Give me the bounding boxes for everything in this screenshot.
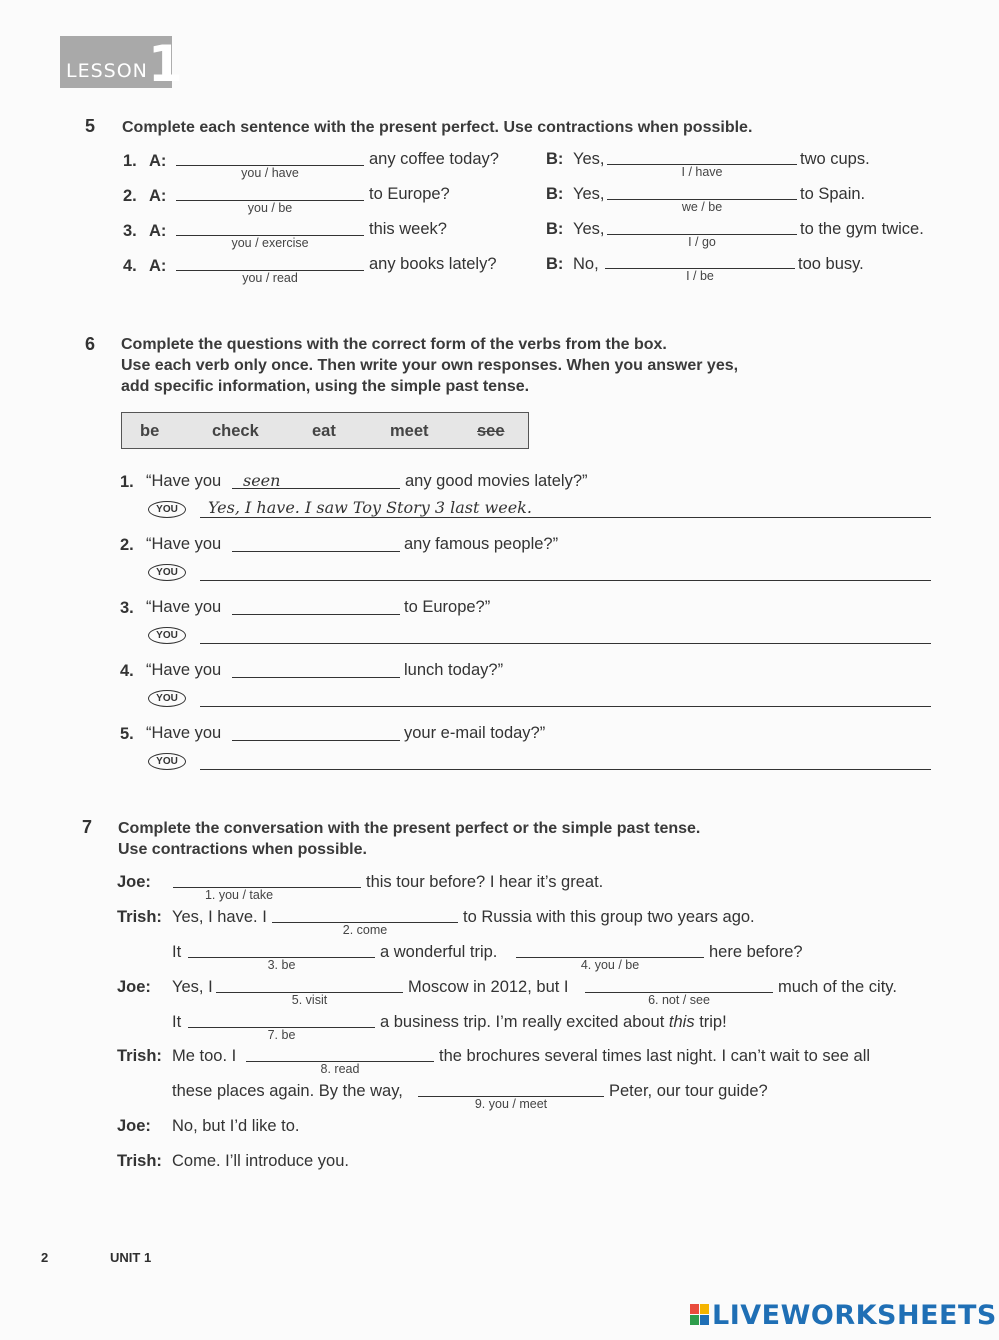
ex6-r1-response: Yes, I have. I saw Toy Story 3 last week. <box>208 498 532 517</box>
ex5-speaker-b: B: <box>546 255 564 273</box>
ex5-2b-end: to Spain. <box>800 185 866 203</box>
ex5-item-number: 1. <box>123 152 137 170</box>
liveworksheets-logo[interactable] <box>690 1298 997 1332</box>
page-number: 2 <box>41 1250 49 1265</box>
unit-label: UNIT 1 <box>110 1250 152 1265</box>
ex6-item-number: 5. <box>120 725 134 743</box>
lesson-word: LESSON <box>66 60 148 82</box>
lesson-number: 1 <box>148 35 183 93</box>
ex7-l5-mid <box>380 1013 727 1032</box>
ex6-q1-start: “Have you <box>146 472 222 490</box>
ex7-l7-end: Peter, our tour guide? <box>609 1082 768 1100</box>
ex5-1b-start: Yes, <box>573 150 605 168</box>
you-bubble: YOU <box>148 564 186 581</box>
speaker-trish: Trish: <box>117 908 162 926</box>
ex5-3a-end: this week? <box>369 220 447 238</box>
word-see-crossed: see <box>477 422 505 440</box>
ex7-hint-4: 4. you / be <box>580 958 640 972</box>
ex6-item-number: 3. <box>120 599 134 617</box>
ex5-speaker-b: B: <box>546 185 564 203</box>
ex5-2a-hint: you / be <box>247 201 293 215</box>
ex6-q2-start: “Have you <box>146 535 222 553</box>
speaker-joe: Joe: <box>117 1117 151 1135</box>
ex5-1a-end: any coffee today? <box>369 150 499 168</box>
ex5-4a-end: any books lately? <box>369 255 497 273</box>
ex7-l6-start: Me too. I <box>172 1047 237 1065</box>
ex7-hint-6: 6. not / see <box>648 993 710 1007</box>
ex6-q2-end: any famous people?” <box>404 535 559 553</box>
exercise-5-instruction: Complete each sentence with the present perfect. Use contractions when possible. <box>122 119 753 136</box>
exercise-5-number: 5 <box>85 116 96 136</box>
exercise-6-instruction-3: add specific information, using the simple past tense. <box>121 378 530 395</box>
ex7-l9-text: Come. I’ll introduce you. <box>172 1152 349 1170</box>
ex6-r5-line[interactable] <box>200 769 931 770</box>
ex6-r3-line[interactable] <box>200 643 931 644</box>
ex5-speaker-b: B: <box>546 220 564 238</box>
ex5-item-number: 4. <box>123 257 137 275</box>
ex6-item-number: 1. <box>120 473 134 491</box>
ex5-3b-end: to the gym twice. <box>800 220 924 238</box>
ex6-q2-blank[interactable] <box>232 551 400 552</box>
ex6-r4-line[interactable] <box>200 706 931 707</box>
you-bubble: YOU <box>148 501 186 518</box>
ex6-q3-end: to Europe?” <box>404 598 491 616</box>
ex6-q4-end: lunch today?” <box>404 661 504 679</box>
ex7-hint-7: 7. be <box>267 1028 296 1042</box>
ex7-hint-2: 2. come <box>342 923 388 937</box>
ex7-l5-end: trip! <box>699 1013 727 1031</box>
ex5-2a-end: to Europe? <box>369 185 450 203</box>
ex5-3a-hint: you / exercise <box>231 236 309 250</box>
ex5-3b-start: Yes, <box>573 220 605 238</box>
ex7-l2-end: to Russia with this group two years ago. <box>463 908 755 926</box>
ex5-1b-hint: I / have <box>681 165 723 179</box>
ex6-item-number: 4. <box>120 662 134 680</box>
ex5-item-number: 2. <box>123 187 137 205</box>
ex5-speaker-a: A: <box>149 187 167 205</box>
ex7-l2-start: Yes, I have. I <box>172 908 267 926</box>
ex7-l3-mid: a wonderful trip. <box>380 943 498 961</box>
ex5-speaker-a: A: <box>149 152 167 170</box>
ex5-4a-hint: you / read <box>242 271 298 285</box>
ex7-l4-start: Yes, I <box>172 978 213 996</box>
ex5-item-number: 3. <box>123 222 137 240</box>
word-meet: meet <box>390 422 429 440</box>
ex6-q5-end: your e-mail today?” <box>404 724 546 742</box>
ex5-2b-hint: we / be <box>681 200 723 214</box>
ex6-q4-start: “Have you <box>146 661 222 679</box>
ex6-q3-blank[interactable] <box>232 614 400 615</box>
ex6-q3-start: “Have you <box>146 598 222 616</box>
you-bubble: YOU <box>148 627 186 644</box>
ex7-l6-end: the brochures several times last night. I can’t wait to see all <box>439 1047 871 1065</box>
ex6-r1-line[interactable] <box>200 517 931 518</box>
speaker-trish: Trish: <box>117 1152 162 1170</box>
you-bubble: YOU <box>148 753 186 770</box>
ex6-r2-line[interactable] <box>200 580 931 581</box>
liveworksheets-grid-icon <box>690 1304 710 1326</box>
ex7-l1-end: this tour before? I hear it’s great. <box>366 873 604 891</box>
speaker-joe: Joe: <box>117 978 151 996</box>
ex6-q5-blank[interactable] <box>232 740 400 741</box>
word-eat: eat <box>312 422 336 440</box>
ex5-speaker-b: B: <box>546 150 564 168</box>
exercise-7-instruction-1: Complete the conversation with the present perfect or the simple past tense. <box>118 820 701 837</box>
speaker-trish: Trish: <box>117 1047 162 1065</box>
ex7-l4-mid: Moscow in 2012, but I <box>408 978 569 996</box>
ex7-l8-text: No, but I’d like to. <box>172 1117 300 1135</box>
ex5-1a-hint: you / have <box>241 166 299 180</box>
exercise-7-instruction-2: Use contractions when possible. <box>118 841 367 858</box>
ex5-4b-start: No, <box>573 255 599 273</box>
ex7-l3-start: It <box>172 943 182 961</box>
liveworksheets-wordmark: LIVEWORKSHEETS <box>712 1300 997 1331</box>
ex6-q5-start: “Have you <box>146 724 222 742</box>
ex5-1b-end: two cups. <box>800 150 870 168</box>
ex7-l3-end: here before? <box>709 943 803 961</box>
ex5-2b-start: Yes, <box>573 185 605 203</box>
speaker-joe: Joe: <box>117 873 151 891</box>
you-bubble: YOU <box>148 690 186 707</box>
ex5-3b-hint: I / go <box>688 235 716 249</box>
exercise-7-number: 7 <box>82 817 93 837</box>
ex6-q1-end: any good movies lately?” <box>405 472 588 490</box>
ex7-l7-start: these places again. By the way, <box>172 1082 403 1100</box>
ex7-l5-start: It <box>172 1013 182 1031</box>
word-box <box>121 412 529 449</box>
exercise-6-number: 6 <box>85 334 96 354</box>
ex7-hint-8: 8. read <box>320 1062 360 1076</box>
lesson-header <box>60 35 183 93</box>
ex5-4b-end: too busy. <box>798 255 864 273</box>
ex7-hint-9: 9. you / meet <box>474 1097 548 1111</box>
exercise-6-instruction-1: Complete the questions with the correct form of the verbs from the box. <box>121 336 667 353</box>
ex7-l5-mid-text: a business trip. I’m really excited about <box>380 1013 665 1031</box>
ex5-speaker-a: A: <box>149 222 167 240</box>
ex6-q1-answer: seen <box>243 471 281 490</box>
ex7-hint-3: 3. be <box>267 958 296 972</box>
ex7-l5-emphasis: this <box>668 1013 695 1031</box>
ex7-hint-1: 1. you / take <box>204 888 274 902</box>
ex7-l4-end: much of the city. <box>778 978 897 996</box>
ex5-speaker-a: A: <box>149 257 167 275</box>
ex6-q4-blank[interactable] <box>232 677 400 678</box>
word-check: check <box>212 422 259 440</box>
ex7-hint-5: 5. visit <box>291 993 328 1007</box>
ex5-4b-hint: I / be <box>686 269 714 283</box>
word-be: be <box>140 422 160 440</box>
ex6-item-number: 2. <box>120 536 134 554</box>
exercise-6-instruction-2: Use each verb only once. Then write your own responses. When you answer yes, <box>121 357 739 374</box>
